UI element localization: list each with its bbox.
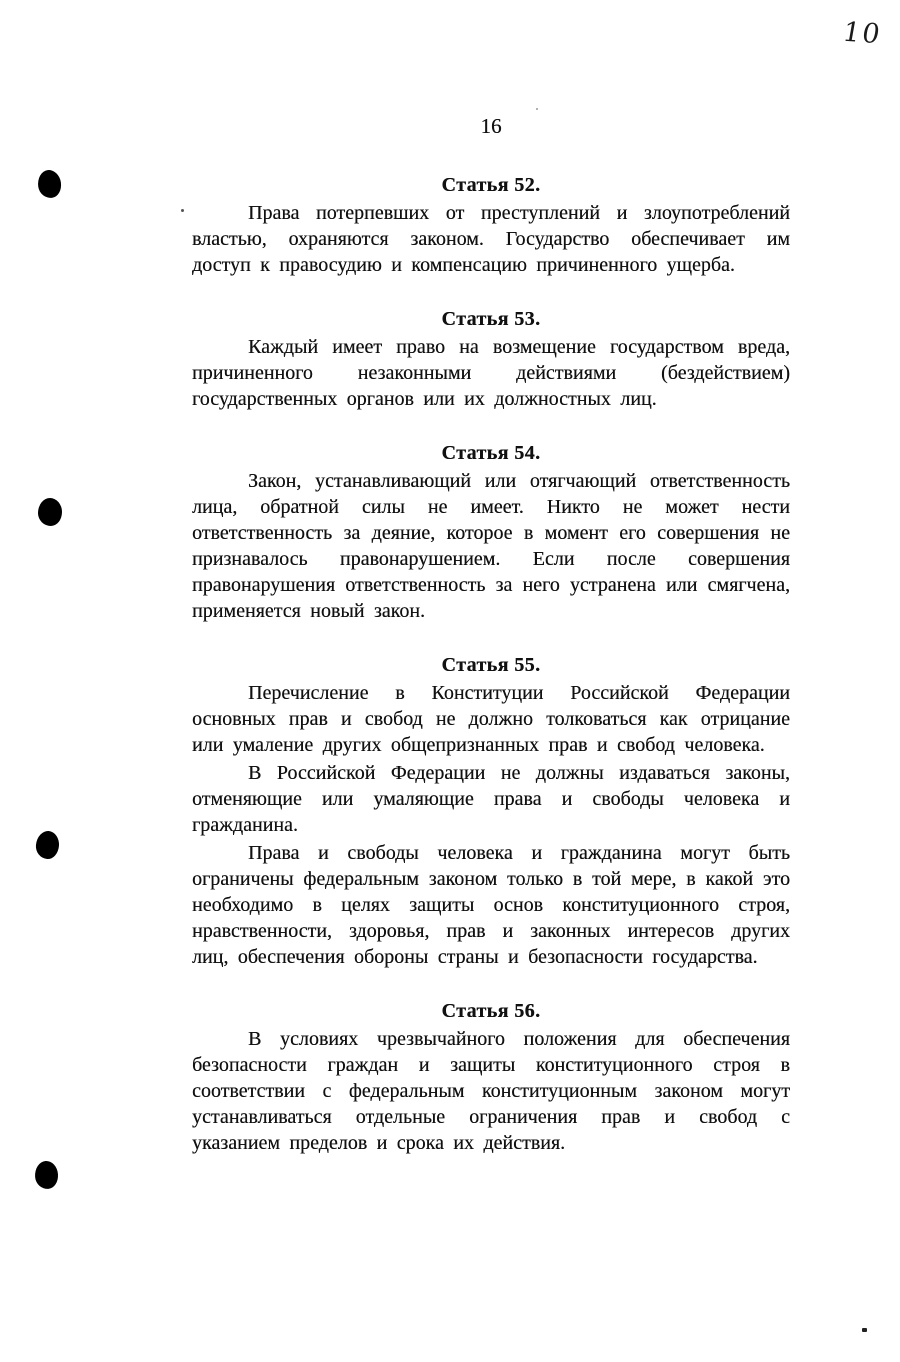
punch-hole-dot — [38, 498, 62, 526]
article-title: Статья 52. — [441, 174, 541, 196]
article-55 — [192, 652, 790, 970]
article-title: Статья 54. — [441, 442, 541, 464]
punch-hole-dot — [35, 830, 60, 860]
page-number: 16 — [480, 114, 502, 138]
text-column — [192, 0, 790, 1156]
punch-hole-dot — [36, 169, 63, 200]
article-title: Статья 55. — [441, 654, 541, 676]
article-title: Статья 53. — [441, 308, 541, 330]
article-title: Статья 56. — [441, 1000, 541, 1022]
article-paragraph: В Российской Федерации не должны издаваться законы, отменяющие или умаляющие права и свободы человека и гражданина. — [192, 762, 790, 836]
article-52 — [192, 172, 790, 278]
punch-hole-dot — [34, 1160, 59, 1190]
article-paragraph: В условиях чрезвычайного положения для обеспечения безопасности граждан и защиты конституционного строя в соответствии с федеральным конституционным законом могут устанавливаться отдельные ограничения прав и свобод с указанием пределов и срока их действия. — [192, 1028, 790, 1154]
article-paragraph: Закон, устанавливающий или отягчающий ответственность лица, обратной силы не имеет. Никто не может нести ответственность за деяние, которое в момент его совершения не признавалось правонарушением. Если после совершения правонарушения ответственность за него устранена или смягчена, применяется новый закон. — [192, 470, 790, 622]
article-paragraph: Права потерпевших от преступлений и злоупотреблений властью, охраняются законом. Государство обеспечивает им доступ к правосудию и компенсацию причиненного ущерба. — [192, 202, 790, 276]
handwritten-page-note: 10 — [840, 16, 885, 51]
scan-speck — [862, 1328, 867, 1332]
article-56 — [192, 998, 790, 1156]
article-paragraph: Права и свободы человека и гражданина могут быть ограничены федеральным законом только в той мере, в какой это необходимо в целях защиты основ конституционного строя, нравственности, здоровья, прав и законных интересов других лиц, обеспечения обороны страны и безопасности государства. — [192, 842, 790, 968]
article-paragraph: Каждый имеет право на возмещение государством вреда, причиненного незаконными действиями (бездействием) государственных органов или их должностных лиц. — [192, 336, 790, 410]
article-53 — [192, 306, 790, 412]
article-54 — [192, 440, 790, 624]
scan-speck — [181, 209, 184, 212]
article-paragraph: Перечисление в Конституции Российской Федерации основных прав и свобод не должно толковаться как отрицание или умаление других общепризнанных прав и свобод человека. — [192, 682, 790, 756]
